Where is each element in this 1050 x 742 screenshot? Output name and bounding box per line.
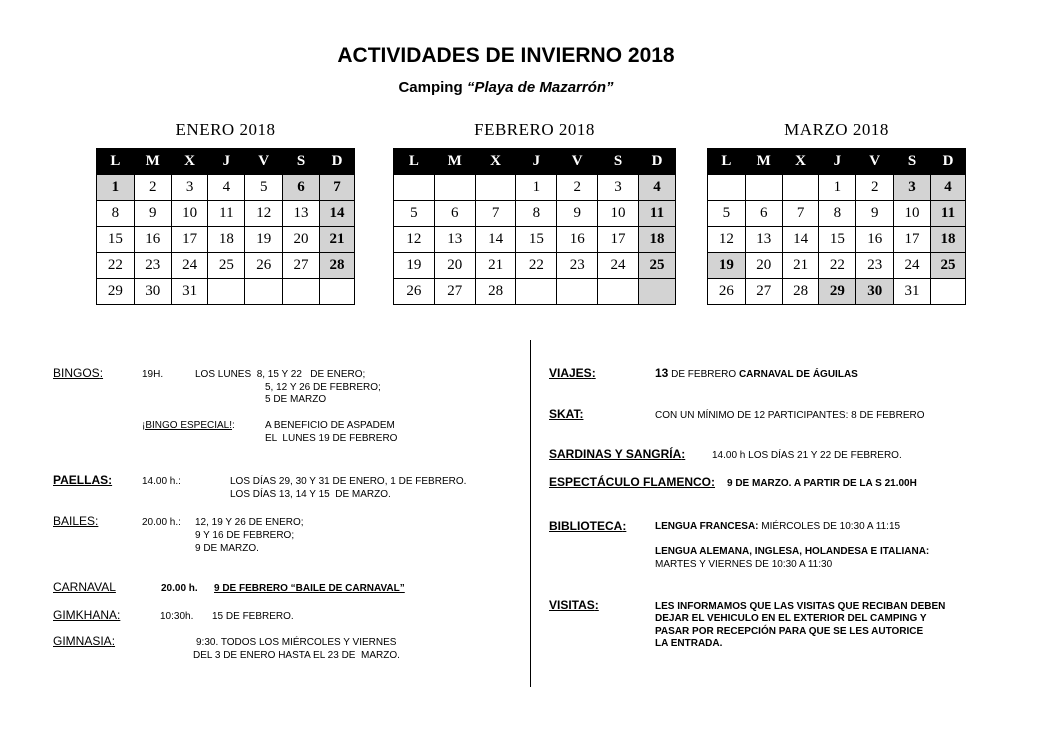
weekday-header: J [516,149,557,175]
calendar-week [97,253,355,279]
calendar-day: 25 [208,253,245,279]
gimnasia-label: GIMNASIA: [53,634,116,648]
skat-label: SKAT: [549,407,584,421]
calendar-day: 12 [245,201,283,227]
month-title-febrero: FEBRERO 2018 [474,120,595,139]
calendar-day-highlighted: 3 [894,175,931,201]
calendar-week [97,201,355,227]
weekday-header: X [171,149,208,175]
sardinas-label: SARDINAS Y SANGRÍA: [549,447,686,461]
calendar-day: 26 [394,279,435,305]
calendar-day: 5 [394,201,435,227]
gimkhana-text: 15 DE FEBRERO. [212,611,294,622]
calendar-day: 28 [475,279,516,305]
weekday-header: J [819,149,856,175]
calendar-day: 15 [819,227,856,253]
calendar-day: 7 [475,201,516,227]
visitas-label: VISITAS: [549,598,599,612]
bailes-time: 20.00 h.: [142,517,181,528]
month-title-enero: ENERO 2018 [175,120,276,139]
bailes-label: BAILES: [53,514,99,528]
bingos-line-3: 5 DE MARZO [265,394,327,405]
calendar-day: 21 [782,253,819,279]
gimnasia-line-2: DEL 3 DE ENERO HASTA EL 23 DE MARZO. [193,650,400,661]
calendar-day-highlighted: 7 [319,175,354,201]
calendar-day [434,175,475,201]
bingo-special-line-2: EL LUNES 19 DE FEBRERO [265,433,398,444]
weekday-header: L [97,149,135,175]
calendar-day: 16 [134,227,171,253]
calendar-day: 18 [208,227,245,253]
calendar-day [475,175,516,201]
calendar-week [708,201,966,227]
skat-text: CON UN MÍNIMO DE 12 PARTICIPANTES: 8 DE FEBRERO [655,410,925,421]
viajes-text: 13 DE FEBRERO CARNAVAL DE ÁGUILAS [655,366,858,380]
calendar-day [245,279,283,305]
calendar-day: 2 [557,175,598,201]
weekday-header: J [208,149,245,175]
calendar-day: 2 [134,175,171,201]
calendar-day: 17 [894,227,931,253]
calendar-day: 3 [171,175,208,201]
weekday-header: M [434,149,475,175]
subtitle-prefix: Camping [398,79,467,96]
weekday-header: S [894,149,931,175]
calendar-week [97,279,355,305]
camping-name: “Playa de Mazarrón” [466,79,614,96]
paellas-label: PAELLAS: [53,473,113,487]
weekday-header: V [856,149,894,175]
calendar-day: 3 [598,175,639,201]
calendar-day-highlighted: 4 [930,175,965,201]
calendar-day [930,279,965,305]
weekday-header: D [638,149,675,175]
bailes-line-2: 9 Y 16 DE FEBRERO; [195,530,295,541]
calendar-day-highlighted: 18 [930,227,965,253]
calendar-day: 1 [819,175,856,201]
calendar-day: 27 [434,279,475,305]
weekday-header: X [782,149,819,175]
calendar-day: 6 [745,201,782,227]
calendar-day: 16 [557,227,598,253]
calendar-day-highlighted: 25 [930,253,965,279]
weekday-header: X [475,149,516,175]
weekday-header: M [745,149,782,175]
calendar-day [319,279,354,305]
calendar-day: 20 [434,253,475,279]
sardinas-text: 14.00 h LOS DÍAS 21 Y 22 DE FEBRERO. [712,450,902,461]
calendar-day: 12 [394,227,435,253]
calendar-day: 2 [856,175,894,201]
calendar-day: 22 [819,253,856,279]
calendar-day: 13 [434,227,475,253]
calendar-day: 7 [782,201,819,227]
calendar-day: 9 [557,201,598,227]
calendar-day [708,175,746,201]
column-divider [530,340,531,687]
page-subtitle [0,79,1012,96]
calendar-week [97,175,355,201]
calendar-day: 28 [782,279,819,305]
calendar-day: 17 [598,227,639,253]
calendar-day: 29 [97,279,135,305]
calendar-day: 23 [557,253,598,279]
calendar-day-highlighted: 28 [319,253,354,279]
calendar-day: 23 [134,253,171,279]
calendar-week [394,253,676,279]
calendar-day-highlighted: 18 [638,227,675,253]
calendar-week [394,279,676,305]
calendar-day: 5 [708,201,746,227]
calendar-day: 8 [516,201,557,227]
calendar-day: 4 [208,175,245,201]
weekday-header: L [708,149,746,175]
carnaval-label: CARNAVAL [53,580,116,594]
visitas-line-2: DEJAR EL VEHICULO EN EL EXTERIOR DEL CAMPING Y [655,613,927,624]
calendar-day: 26 [708,279,746,305]
calendar-marzo [707,148,966,305]
weekday-header: M [134,149,171,175]
calendar-day [516,279,557,305]
calendar-day: 24 [171,253,208,279]
weekday-header: V [245,149,283,175]
calendar-day [598,279,639,305]
calendar-day: 30 [134,279,171,305]
calendar-day: 9 [134,201,171,227]
biblioteca-languages: LENGUA ALEMANA, INGLESA, HOLANDESA E ITALIANA: [655,546,930,557]
calendar-day: 21 [475,253,516,279]
calendar-febrero [393,148,676,305]
calendar-day: 12 [708,227,746,253]
paellas-line-2: LOS DÍAS 13, 14 Y 15 DE MARZO. [230,489,391,500]
calendar-enero [96,148,355,305]
calendar-day [208,279,245,305]
calendar-week [394,201,676,227]
weekday-header: S [598,149,639,175]
calendar-day-highlighted: 14 [319,201,354,227]
visitas-line-3: PASAR POR RECEPCIÓN PARA QUE SE LES AUTORICE [655,626,924,637]
flamenco-text: 9 DE MARZO. A PARTIR DE LA S 21.00H [727,478,917,489]
calendar-day: 15 [516,227,557,253]
calendar-day: 13 [745,227,782,253]
calendar-day: 9 [856,201,894,227]
bingo-special-label: ¡BINGO ESPECIAL!: [142,420,235,431]
calendar-day-highlighted: 6 [283,175,320,201]
bingos-label: BINGOS: [53,366,104,380]
biblioteca-schedule: MARTES Y VIERNES DE 10:30 A 11:30 [655,559,833,570]
calendar-week [97,227,355,253]
calendar-day: 8 [97,201,135,227]
calendar-day-highlighted: 30 [856,279,894,305]
bailes-line-1: 12, 19 Y 26 DE ENERO; [195,517,304,528]
paellas-line-1: LOS DÍAS 29, 30 Y 31 DE ENERO, 1 DE FEBRERO. [230,476,467,487]
calendar-day-highlighted: 4 [638,175,675,201]
calendar-week [394,175,676,201]
calendar-day [782,175,819,201]
month-title-marzo: MARZO 2018 [784,120,889,139]
calendar-day: 31 [171,279,208,305]
calendar-day-highlighted [638,279,675,305]
carnaval-text: 9 DE FEBRERO “BAILE DE CARNAVAL” [214,583,405,594]
calendar-day: 19 [245,227,283,253]
biblioteca-french: LENGUA FRANCESA: MIÉRCOLES DE 10:30 A 11:15 [655,521,901,532]
calendar-day: 26 [245,253,283,279]
paellas-time: 14.00 h.: [142,476,181,487]
calendar-day-highlighted: 25 [638,253,675,279]
calendar-day: 15 [97,227,135,253]
calendar-day: 20 [745,253,782,279]
calendar-day: 22 [97,253,135,279]
calendar-day: 10 [171,201,208,227]
gimkhana-label: GIMKHANA: [53,608,121,622]
calendar-day [745,175,782,201]
calendar-week [708,253,966,279]
calendar-day: 17 [171,227,208,253]
calendar-day-highlighted: 1 [97,175,135,201]
calendar-day: 27 [745,279,782,305]
bingos-line-2: 5, 12 Y 26 DE FEBRERO; [265,382,381,393]
weekday-header: D [930,149,965,175]
calendar-day [557,279,598,305]
page-title: ACTIVIDADES DE INVIERNO 2018 [337,44,675,67]
calendar-day-highlighted: 11 [638,201,675,227]
carnaval-time: 20.00 h. [161,583,198,594]
weekday-header: L [394,149,435,175]
calendar-day: 20 [283,227,320,253]
calendar-day: 24 [894,253,931,279]
weekday-header: D [319,149,354,175]
calendar-day: 6 [434,201,475,227]
calendar-week [708,279,966,305]
viajes-label: VIAJES: [549,366,596,380]
visitas-line-4: LA ENTRADA. [655,638,723,649]
calendar-day-highlighted: 11 [930,201,965,227]
calendar-day-highlighted: 21 [319,227,354,253]
bingo-special-line-1: A BENEFICIO DE ASPADEM [265,420,395,431]
calendar-day: 27 [283,253,320,279]
calendar-day: 10 [894,201,931,227]
calendar-week [708,175,966,201]
weekday-header: S [283,149,320,175]
calendar-day-highlighted: 29 [819,279,856,305]
calendar-day-highlighted: 19 [708,253,746,279]
calendar-day: 24 [598,253,639,279]
calendar-day: 10 [598,201,639,227]
calendar-day: 23 [856,253,894,279]
calendar-day: 11 [208,201,245,227]
calendar-day [283,279,320,305]
calendar-week [708,227,966,253]
bingos-line-1: LOS LUNES 8, 15 Y 22 DE ENERO; [195,369,366,380]
calendar-week [394,227,676,253]
bailes-line-3: 9 DE MARZO. [195,543,259,554]
calendar-day: 14 [782,227,819,253]
weekday-header: V [557,149,598,175]
gimnasia-line-1: 9:30. TODOS LOS MIÉRCOLES Y VIERNES [196,637,397,648]
calendar-day: 22 [516,253,557,279]
flamenco-label: ESPECTÁCULO FLAMENCO: [549,475,715,489]
calendar-day [394,175,435,201]
calendar-day: 8 [819,201,856,227]
gimkhana-time: 10:30h. [160,611,194,622]
calendar-day: 1 [516,175,557,201]
calendar-day: 31 [894,279,931,305]
calendar-day: 5 [245,175,283,201]
biblioteca-label: BIBLIOTECA: [549,519,627,533]
calendar-day: 13 [283,201,320,227]
visitas-line-1: LES INFORMAMOS QUE LAS VISITAS QUE RECIBAN DEBEN [655,601,946,612]
bingos-time: 19H. [142,369,164,380]
calendar-day: 14 [475,227,516,253]
calendar-day: 19 [394,253,435,279]
calendar-day: 16 [856,227,894,253]
